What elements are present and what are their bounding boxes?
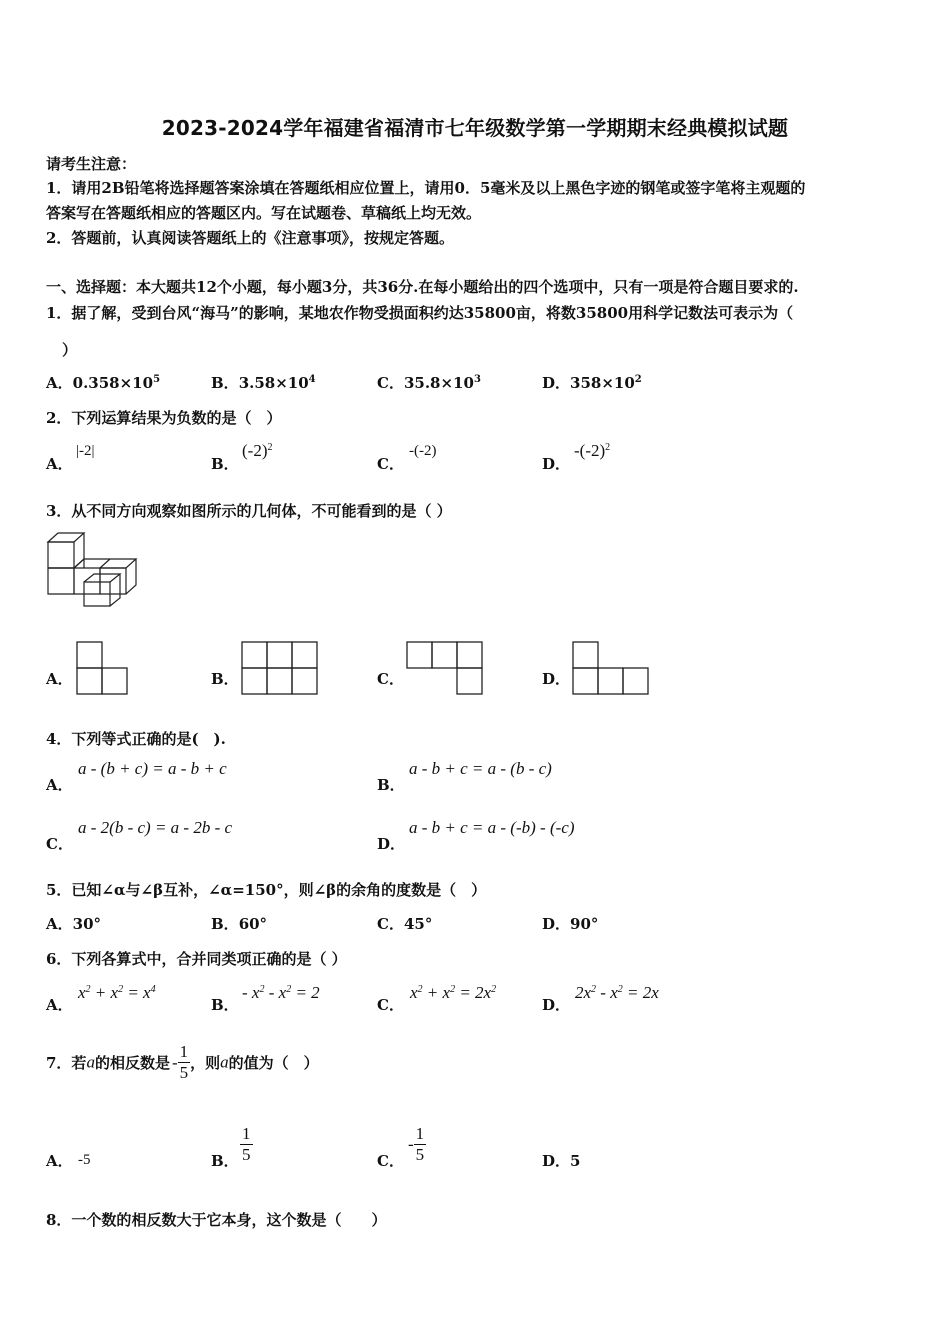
q2-expr-d: $-(-2)^2$ bbox=[574, 441, 611, 460]
q4-label-a: A． bbox=[46, 776, 73, 794]
q6-label-c: C． bbox=[377, 996, 404, 1014]
q3-text: 3．从不同方向观察如图所示的几何体，不可能看到的是（ ） bbox=[46, 502, 452, 520]
q2-label-b: B． bbox=[211, 455, 239, 473]
q7-value-b: $\frac{1}{5}$ bbox=[242, 1124, 251, 1164]
q7-option-d: D．5 bbox=[542, 1152, 581, 1170]
notice-line2: 2．答题前，认真阅读答题纸上的《注意事项》，按规定答题。 bbox=[46, 229, 454, 247]
notice-line1b: 答案写在答题纸相应的答题区内。写在试题卷、草稿纸上均无效。 bbox=[46, 204, 482, 222]
q2-text: 2．下列运算结果为负数的是（ ） bbox=[46, 409, 282, 427]
q4-label-c: C． bbox=[46, 835, 73, 853]
q6-label-a: A． bbox=[46, 996, 73, 1014]
q5-option-a: A．30° bbox=[46, 915, 102, 933]
q3-label-b: B． bbox=[211, 670, 239, 688]
q8-text: 8．一个数的相反数大于它本身，这个数是（ ） bbox=[46, 1211, 387, 1229]
q4-label-d: D． bbox=[377, 835, 406, 853]
section-heading: 一、选择题：本大题共12个小题，每小题3分，共36分.在每小题给出的四个选项中，只有一项是符合题目要求的. bbox=[46, 278, 799, 296]
q5-option-b: B．60° bbox=[211, 915, 268, 933]
q2-label-a: A． bbox=[46, 455, 73, 473]
q3-label-d: D． bbox=[542, 670, 571, 688]
q7-label-b: B． bbox=[211, 1152, 239, 1170]
q3-label-a: A． bbox=[46, 670, 73, 688]
q1-option-a: A．$0.358\times 10^5$ bbox=[46, 374, 161, 392]
q1-option-d: D．$358\times 10^2$ bbox=[542, 374, 642, 392]
q3-option-a-figure bbox=[76, 641, 130, 697]
q7-label-a: A． bbox=[46, 1152, 73, 1170]
q1-option-b: B．$3.58\times 10^4$ bbox=[211, 374, 316, 392]
q4-expr-d: a - b + c = a - (-b) - (-c) bbox=[409, 818, 575, 837]
q5-option-c: C．45° bbox=[377, 915, 433, 933]
q1-option-c: C．$35.8\times 10^3$ bbox=[377, 374, 481, 392]
q4-label-b: B． bbox=[377, 776, 405, 794]
q2-expr-a: |-2| bbox=[76, 443, 95, 459]
q2-expr-b: $(-2)^2$ bbox=[242, 441, 273, 460]
q6-label-b: B． bbox=[211, 996, 239, 1014]
q3-label-c: C． bbox=[377, 670, 404, 688]
q5-option-d: D．90° bbox=[542, 915, 599, 933]
q7-fraction: $\frac{1}{5}$ bbox=[179, 1042, 189, 1082]
q3-option-c-figure bbox=[406, 641, 486, 697]
q6-label-d: D． bbox=[542, 996, 571, 1014]
q1-close: ） bbox=[62, 341, 78, 359]
q6-text: 6．下列各算式中，合并同类项正确的是（ ） bbox=[46, 950, 347, 968]
q3-solid-figure bbox=[44, 530, 144, 610]
q4-expr-c: a - 2(b - c) = a - 2b - c bbox=[78, 818, 233, 837]
notice-line1: 1．请用2B铅笔将选择题答案涂填在答题纸相应位置上，请用0．5毫米及以上黑色字迹的钢笔或签字笔将主观题的 bbox=[46, 179, 806, 197]
q4-expr-a: a - (b + c) = a - b + c bbox=[78, 759, 227, 778]
q7-label-c: C． bbox=[377, 1152, 404, 1170]
q2-label-c: C． bbox=[377, 455, 404, 473]
q7-value-a: -5 bbox=[78, 1152, 91, 1168]
q1-text: 1．据了解，受到台风“海马”的影响，某地农作物受损面积约达35800亩，将数35800用科学记数法可表示为（ bbox=[46, 304, 794, 322]
q3-option-d-figure bbox=[572, 641, 652, 697]
q5-text: 5．已知∠α与∠β互补，∠α=150°，则∠β的余角的度数是（ ） bbox=[46, 881, 487, 899]
notice-heading: 请考生注意： bbox=[46, 155, 137, 173]
q6-expr-c: $x^2 + x^2 = 2x^2$ bbox=[410, 983, 497, 1002]
q4-expr-b: a - b + c = a - (b - c) bbox=[409, 759, 552, 778]
q2-expr-c: -(-2) bbox=[409, 443, 437, 459]
q7-value-c: - $\frac{1}{5}$ bbox=[408, 1124, 425, 1164]
q2-label-d: D． bbox=[542, 455, 571, 473]
q6-expr-a: $x^2 + x^2 = x^4$ bbox=[78, 983, 156, 1002]
page-title: 2023-2024学年福建省福清市七年级数学第一学期期末经典模拟试题 bbox=[161, 116, 789, 140]
q6-expr-b: - $x^2 - x^2 = 2$ bbox=[242, 983, 320, 1002]
q7-text: 7．若a的相反数是 - $\frac{1}{5}$ ，则a的值为（ ） bbox=[46, 1042, 319, 1082]
q4-text: 4．下列等式正确的是( ). bbox=[46, 730, 226, 748]
q6-expr-d: $2x^2 - x^2 = 2x$ bbox=[575, 983, 659, 1002]
q3-option-b-figure bbox=[241, 641, 321, 697]
